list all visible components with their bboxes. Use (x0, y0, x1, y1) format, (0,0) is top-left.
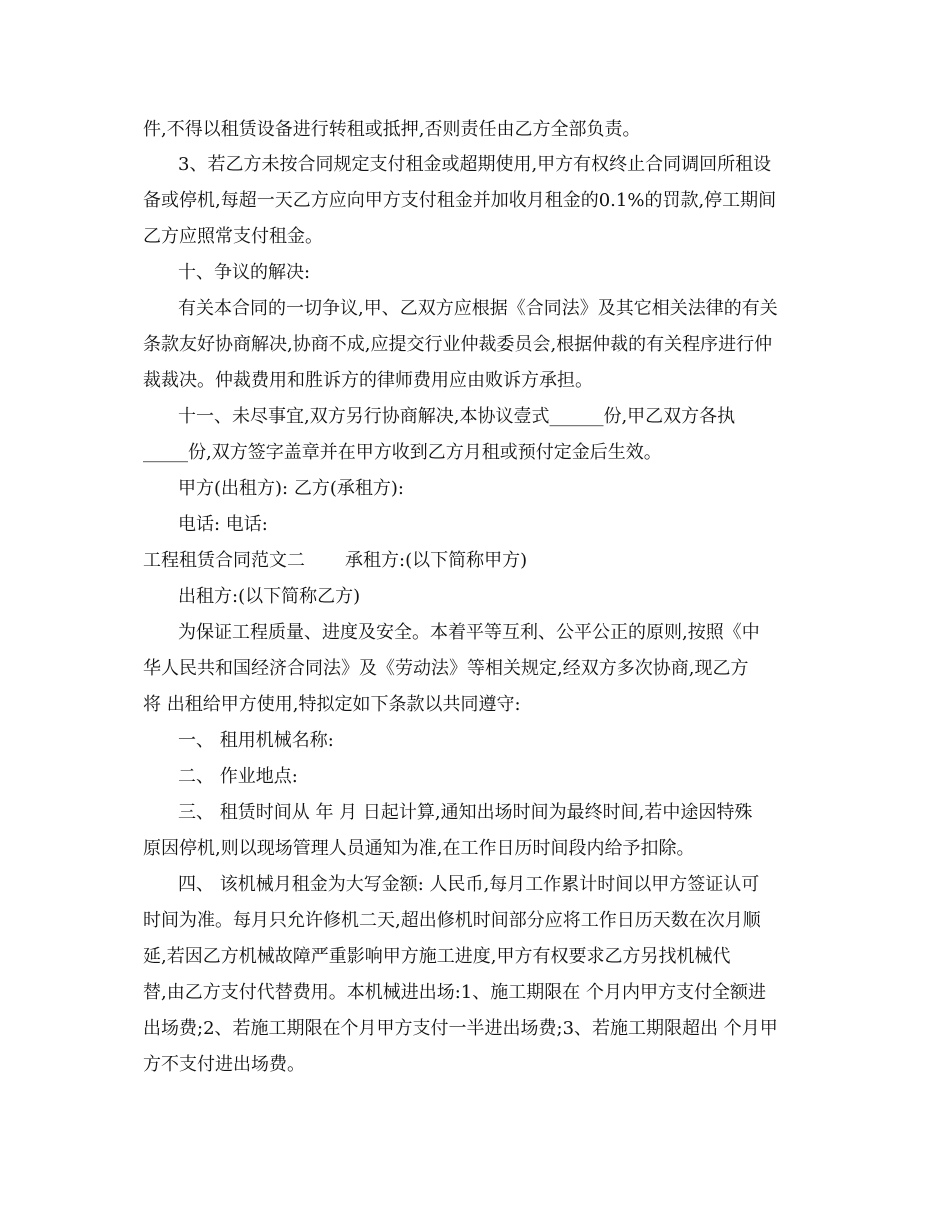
text-line-25: 替,由乙方支付代替费用。本机械进出场:1、施工期限在 个月内甲方支付全额进 (143, 982, 766, 1003)
text-line-27: 方不支付进出场费。 (143, 1054, 305, 1075)
text-line-7: 条款友好协商解决,协商不成,应提交行业仲裁委员会,根据仲裁的有关程序进行仲 (143, 334, 773, 355)
text-line-3: 备或停机,每超一天乙方应向甲方支付租金并加收月租金的0.1%的罚款,停工期间 (143, 190, 777, 211)
phone-line: 电话: 电话: (178, 514, 268, 535)
text-line-4: 乙方应照常支付租金。 (143, 226, 323, 247)
text-line-10: _____份,双方签字盖章并在甲方收到乙方月租或预付定金后生效。 (143, 442, 662, 463)
text-line-8: 裁裁决。仲裁费用和胜诉方的律师费用应由败诉方承担。 (143, 370, 593, 391)
clause-1-line: 一、 租用机械名称: (178, 730, 334, 751)
clause-2-line: 二、 作业地点: (178, 766, 298, 787)
text-line-2: 3、若乙方未按合同规定支付租金或超期使用,甲方有权终止合同调回所租设 (178, 154, 772, 175)
lessor-line: 出租方:(以下简称乙方) (178, 586, 361, 607)
text-line-17: 将 出租给甲方使用,特拟定如下条款以共同遵守: (143, 694, 521, 715)
text-line-21: 原因停机,则以现场管理人员通知为准,在工作日历时间段内给予扣除。 (143, 838, 695, 859)
text-line-6: 有关本合同的一切争议,甲、乙双方应根据《合同法》及其它相关法律的有关 (178, 298, 778, 319)
text-line-9: 十一、未尽事宜,双方另行协商解决,本协议壹式______份,甲乙双方各执 (178, 406, 736, 427)
section-heading-dispute: 十、争议的解决: (178, 262, 311, 283)
clause-3-line: 三、 租赁时间从 年 月 日起计算,通知出场时间为最终时间,若中途因特殊 (178, 802, 753, 823)
text-line-1: 件,不得以租赁设备进行转租或抵押,否则责任由乙方全部负责。 (143, 119, 641, 140)
text-line-16: 华人民共和国经济合同法》及《劳动法》等相关规定,经双方多次协商,现乙方 (143, 658, 749, 679)
text-line-15: 为保证工程质量、进度及安全。本着平等互利、公平公正的原则,按照《中 (178, 622, 760, 643)
text-line-23: 时间为准。每月只允许修机二天,超出修机时间部分应将工作日历天数在次月顺 (143, 910, 761, 931)
text-line-24: 延,若因乙方机械故障严重影响甲方施工进度,甲方有权要求乙方另找机械代 (143, 946, 731, 967)
party-signature-line: 甲方(出租方): 乙方(承租方): (178, 478, 404, 499)
clause-4-line: 四、 该机械月租金为大写金额: 人民币,每月工作累计时间以甲方签证认可 (178, 874, 760, 895)
text-line-26: 出场费;2、若施工期限在个月甲方支付一半进出场费;3、若施工期限超出 个月甲 (143, 1018, 778, 1039)
contract-two-title-line: 工程租赁合同范文二 承租方:(以下简称甲方) (143, 550, 528, 571)
